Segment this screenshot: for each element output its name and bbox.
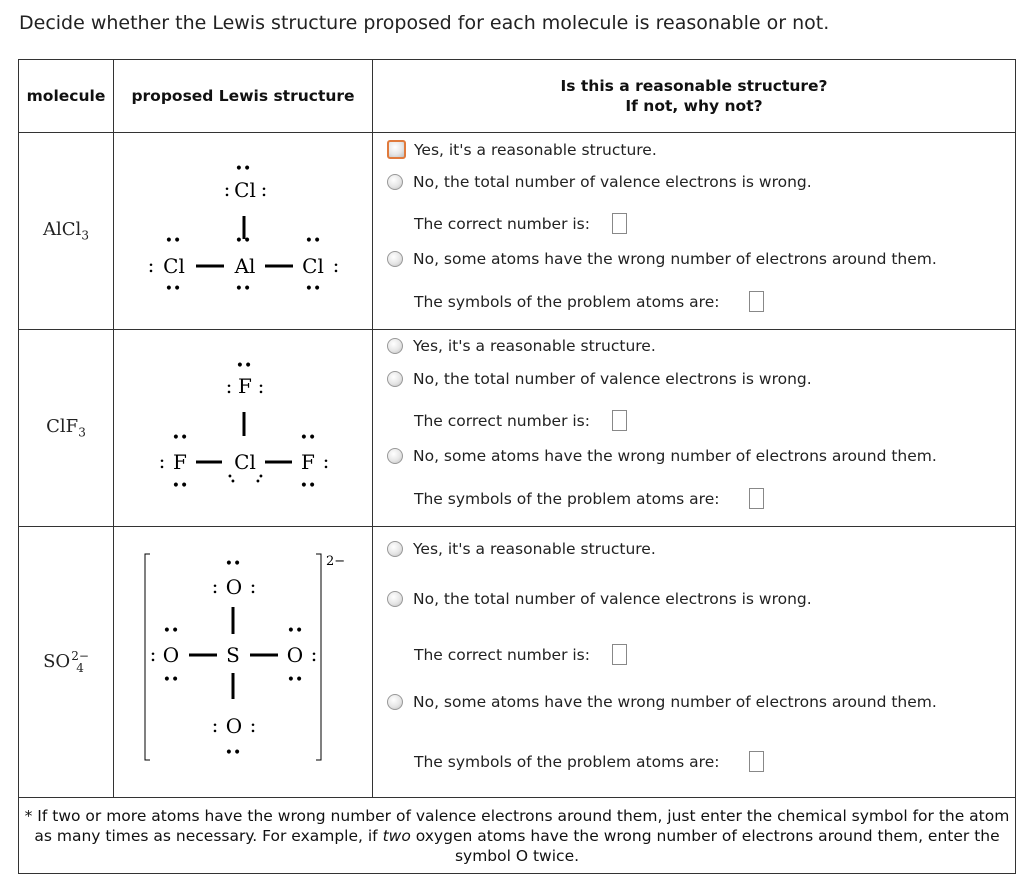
- lewis-structure-cell: [114, 133, 373, 330]
- problem-atoms-label: The symbols of the problem atoms are:: [414, 489, 720, 508]
- lone-pair-dots: •: [255, 477, 261, 488]
- correct-number-label: The correct number is:: [414, 411, 590, 430]
- lone-pair-dots: ••: [234, 161, 252, 177]
- lewis-structure-clf3: [114, 330, 372, 522]
- radio-wrong-atoms[interactable]: [387, 448, 403, 464]
- option-wrong-total[interactable]: [387, 370, 812, 388]
- lone-pair-dots: •: [227, 472, 233, 483]
- lone-pair-dots: :: [332, 253, 340, 277]
- lone-pair-dots: ••: [234, 281, 252, 297]
- formula-subscript: 4: [76, 661, 84, 675]
- lone-pair-dots: ••: [235, 358, 253, 374]
- option-yes[interactable]: [387, 540, 656, 558]
- option-wrong-atoms-label: No, some atoms have the wrong number of electrons around them.: [413, 693, 937, 711]
- lone-pair-dots: :: [149, 642, 157, 666]
- atom-left: F: [173, 450, 187, 474]
- footnote: [19, 798, 1016, 874]
- lone-pair-dots: :: [322, 449, 330, 473]
- lone-pair-dots: ••: [234, 233, 252, 249]
- formula-base: SO: [43, 651, 71, 672]
- radio-wrong-total[interactable]: [387, 371, 403, 387]
- correct-number-prompt: [414, 644, 627, 665]
- lewis-structure-table: [18, 59, 1016, 874]
- lone-pair-dots: :: [257, 374, 265, 398]
- formula-base: ClF: [46, 416, 79, 438]
- header-question-line2: If not, why not?: [625, 97, 763, 115]
- table-row: [19, 527, 1016, 798]
- radio-yes[interactable]: [387, 541, 403, 557]
- radio-wrong-total[interactable]: [387, 174, 403, 190]
- formula-subscript: 3: [78, 425, 86, 440]
- radio-wrong-atoms[interactable]: [387, 251, 403, 267]
- lone-pair-dots: :: [225, 374, 233, 398]
- table-header-row: [19, 60, 1016, 133]
- problem-atoms-label: The symbols of the problem atoms are:: [414, 292, 720, 311]
- lone-pair-dots: ••: [162, 623, 180, 639]
- atom-top: O: [225, 575, 243, 599]
- correct-number-input[interactable]: [612, 410, 627, 431]
- lewis-structure-so4: [114, 527, 372, 793]
- header-proposed-structure: proposed Lewis structure: [114, 60, 373, 133]
- lone-pair-dots: ••: [164, 281, 182, 297]
- option-yes[interactable]: [387, 140, 657, 159]
- lone-pair-dots: ••: [171, 430, 189, 446]
- lone-pair-dots: :: [211, 574, 219, 598]
- option-wrong-atoms-label: No, some atoms have the wrong number of electrons around them.: [413, 447, 937, 465]
- atom-top: Cl: [234, 178, 256, 202]
- question-prompt: Decide whether the Lewis structure proposed for each molecule is reasonable or not.: [19, 12, 830, 34]
- lone-pair-dots: ••: [299, 478, 317, 494]
- formula-subscript: 3: [81, 228, 89, 243]
- problem-atoms-label: The symbols of the problem atoms are:: [414, 752, 720, 771]
- lone-pair-dots: ••: [171, 478, 189, 494]
- problem-atoms-prompt: [414, 291, 764, 312]
- atom-bottom: O: [225, 714, 243, 738]
- lone-pair-dots: :: [211, 713, 219, 737]
- lone-pair-dots: :: [260, 177, 268, 201]
- lone-pair-dots: ••: [224, 745, 242, 761]
- atom-center: Al: [234, 254, 256, 278]
- molecule-formula: [19, 133, 114, 330]
- option-wrong-atoms[interactable]: [387, 447, 937, 465]
- lone-pair-dots: :: [158, 449, 166, 473]
- lone-pair-dots: ••: [286, 672, 304, 688]
- header-question-line1: Is this a reasonable structure?: [560, 77, 828, 95]
- formula-superscript: 2−: [71, 649, 89, 663]
- footnote-text: * If two or more atoms have the wrong number of valence electrons around them, just enter the chemical symbol for the atom as many times as necessary. For example, if: [24, 806, 1010, 845]
- radio-yes[interactable]: [387, 140, 406, 159]
- option-yes-label: Yes, it's a reasonable structure.: [413, 540, 656, 558]
- lone-pair-dots: :: [249, 574, 257, 598]
- lone-pair-dots: ••: [304, 281, 322, 297]
- lone-pair-dots: ••: [299, 430, 317, 446]
- radio-wrong-total[interactable]: [387, 591, 403, 607]
- radio-wrong-atoms[interactable]: [387, 694, 403, 710]
- answer-cell: [373, 330, 1016, 527]
- atom-center: Cl: [234, 450, 256, 474]
- lone-pair-dots: ••: [164, 233, 182, 249]
- option-yes-label: Yes, it's a reasonable structure.: [414, 140, 657, 159]
- answer-cell: [373, 133, 1016, 330]
- header-question: [373, 60, 1016, 133]
- footnote-text-end: oxygen atoms have the wrong number of electrons around them, enter the symbol O twice.: [410, 826, 1000, 865]
- correct-number-prompt: [414, 213, 627, 234]
- table-row: [19, 330, 1016, 527]
- lone-pair-dots: ••: [224, 556, 242, 572]
- lone-pair-dots: :: [223, 177, 231, 201]
- option-yes-label: Yes, it's a reasonable structure.: [413, 337, 656, 355]
- footnote-row: [19, 798, 1016, 874]
- molecule-formula: [19, 330, 114, 527]
- option-wrong-atoms-label: No, some atoms have the wrong number of electrons around them.: [413, 250, 937, 268]
- lone-pair-dots: ••: [162, 672, 180, 688]
- answer-cell: [373, 527, 1016, 798]
- lone-pair-dots: :: [249, 713, 257, 737]
- atom-left: O: [162, 643, 180, 667]
- lewis-structure-cell: [114, 330, 373, 527]
- atom-right: O: [286, 643, 304, 667]
- lone-pair-dots: :: [147, 253, 155, 277]
- formula-base: AlCl: [43, 219, 82, 241]
- table-row: [19, 133, 1016, 330]
- lewis-structure-alcl3: [114, 133, 372, 325]
- problem-atoms-input[interactable]: [749, 751, 764, 772]
- correct-number-prompt: [414, 410, 627, 431]
- footnote-emphasis: two: [382, 826, 411, 845]
- option-wrong-total-label: No, the total number of valence electrons is wrong.: [413, 173, 812, 191]
- problem-atoms-prompt: [414, 751, 764, 772]
- lone-pair-dots: :: [310, 642, 318, 666]
- option-wrong-total-label: No, the total number of valence electrons is wrong.: [413, 590, 812, 608]
- lone-pair-dots: •: [258, 472, 264, 483]
- lone-pair-dots: ••: [304, 233, 322, 249]
- option-wrong-total[interactable]: [387, 590, 812, 608]
- correct-number-input[interactable]: [612, 644, 627, 665]
- correct-number-label: The correct number is:: [414, 645, 590, 664]
- atom-top: F: [238, 374, 252, 398]
- option-wrong-total[interactable]: [387, 173, 812, 191]
- option-yes[interactable]: [387, 337, 656, 355]
- atom-center: S: [226, 643, 240, 667]
- atom-right: F: [301, 450, 315, 474]
- ion-charge: 2−: [326, 554, 346, 569]
- option-wrong-total-label: No, the total number of valence electrons is wrong.: [413, 370, 812, 388]
- correct-number-input[interactable]: [612, 213, 627, 234]
- molecule-formula: [19, 527, 114, 798]
- lone-pair-dots: •: [230, 477, 236, 488]
- atom-left: Cl: [163, 254, 185, 278]
- problem-atoms-prompt: [414, 488, 764, 509]
- lewis-structure-cell: [114, 527, 373, 798]
- problem-atoms-input[interactable]: [749, 291, 764, 312]
- atom-right: Cl: [302, 254, 324, 278]
- header-molecule: molecule: [19, 60, 114, 133]
- lone-pair-dots: ••: [286, 623, 304, 639]
- correct-number-label: The correct number is:: [414, 214, 590, 233]
- radio-yes[interactable]: [387, 338, 403, 354]
- option-wrong-atoms[interactable]: [387, 250, 937, 268]
- option-wrong-atoms[interactable]: [387, 693, 937, 711]
- problem-atoms-input[interactable]: [749, 488, 764, 509]
